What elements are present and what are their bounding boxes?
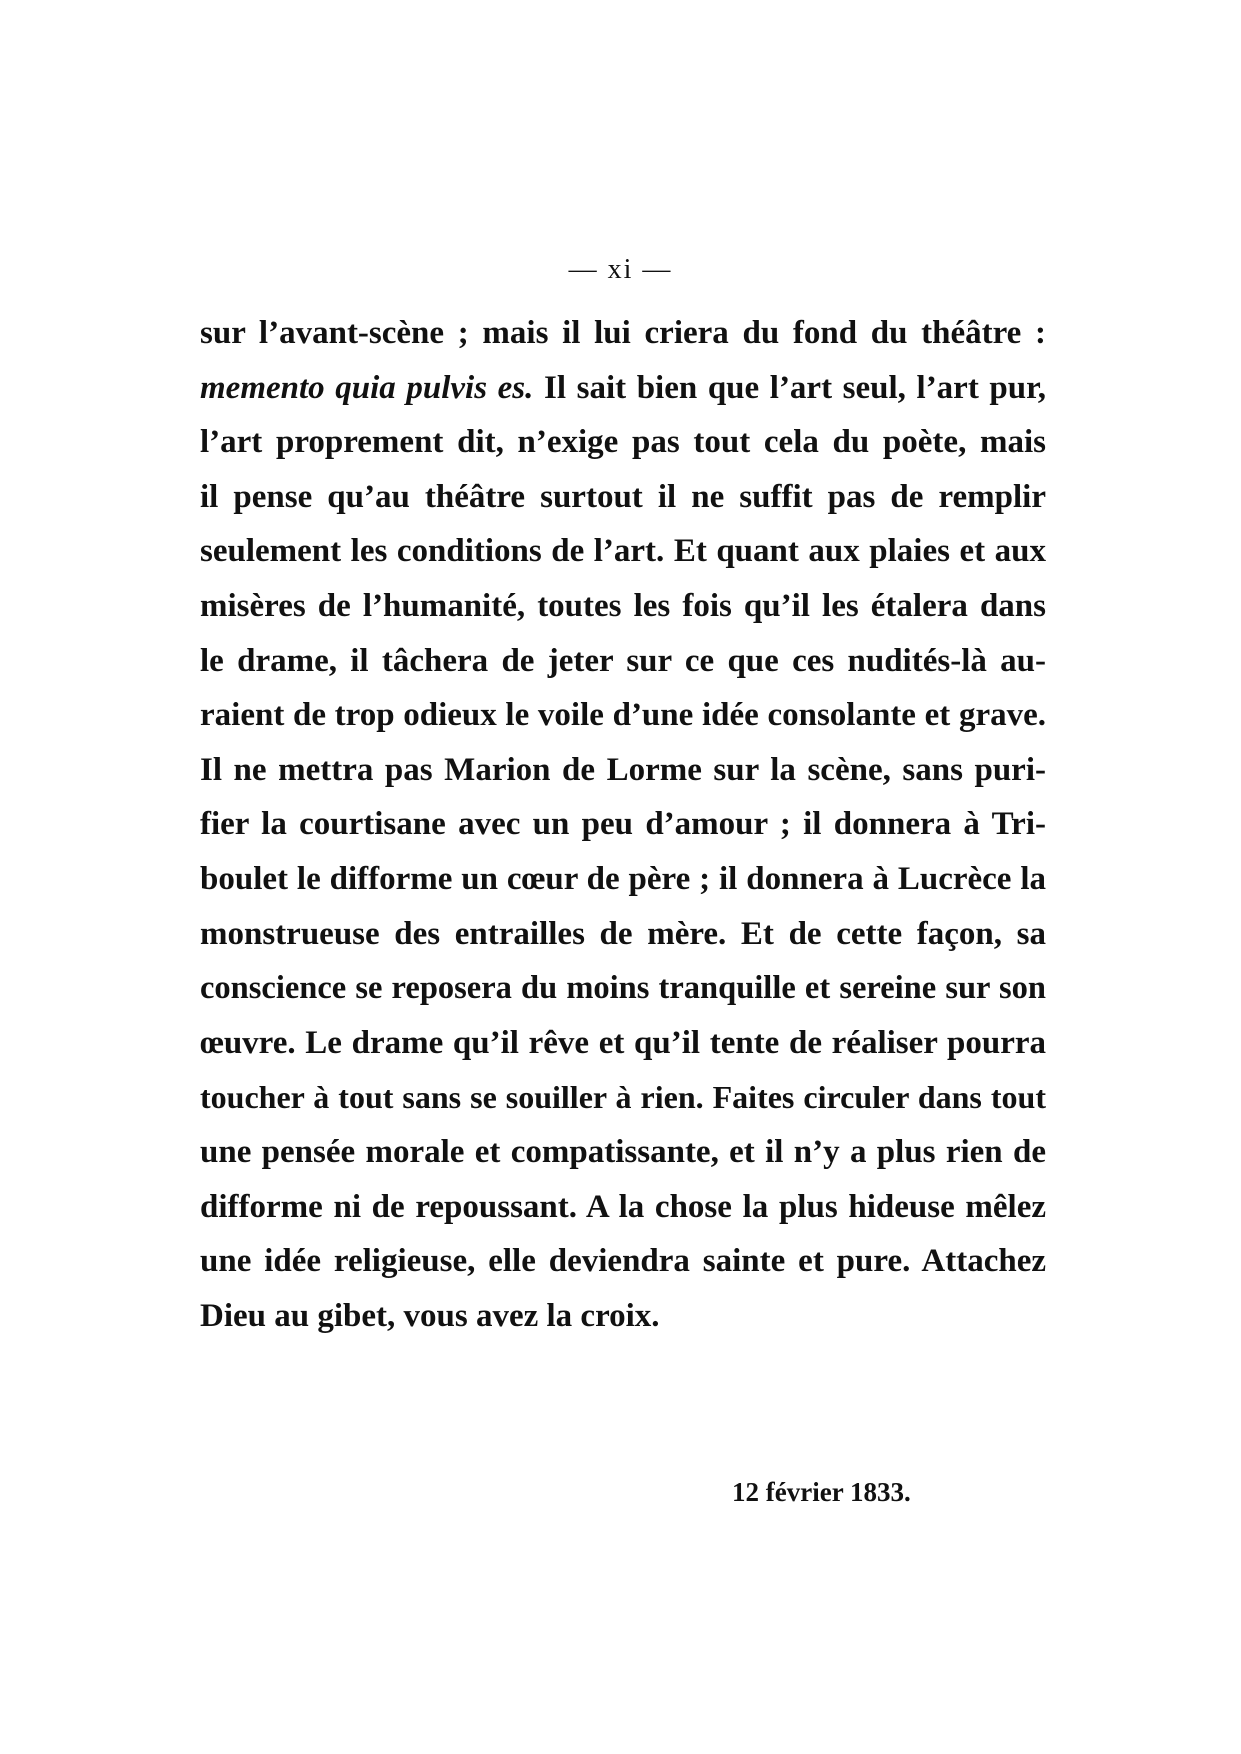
signature-date: 12 février 1833. bbox=[732, 1477, 911, 1507]
text-line: Il ne mettra pas Marion de Lorme sur la scène, sans puri- bbox=[200, 751, 1046, 788]
text-line: le drame, il tâchera de jeter sur ce que ces nudités-là au- bbox=[200, 642, 1046, 679]
text-line: une idée religieuse, elle deviendra sainte et pure. Attachez bbox=[200, 1243, 1046, 1280]
text-line: l’art proprement dit, n’exige pas tout cela du poète, mais bbox=[200, 424, 1046, 461]
latin-quote: memento quia pulvis es. bbox=[200, 369, 534, 406]
text-line: raient de trop odieux le voile d’une idée consolante et grave. bbox=[200, 697, 1046, 734]
text-line: fier la courtisane avec un peu d’amour ; il donnera à Tri- bbox=[200, 806, 1046, 843]
text-line: une pensée morale et compatissante, et il n’y a plus rien de bbox=[200, 1133, 1046, 1170]
text-line: memento quia pulvis es. Il sait bien que l’art seul, l’art pur, bbox=[200, 369, 1046, 406]
text-line: toucher à tout sans se souiller à rien. Faites circuler dans tout bbox=[200, 1079, 1046, 1116]
text-line: conscience se reposera du moins tranquille et sereine sur son bbox=[200, 970, 1046, 1007]
page-number-header: — xi — bbox=[568, 254, 673, 285]
text-line: seulement les conditions de l’art. Et quant aux plaies et aux bbox=[200, 533, 1046, 570]
body-paragraph bbox=[200, 306, 1046, 1343]
text-line: il pense qu’au théâtre surtout il ne suffit pas de remplir bbox=[200, 478, 1046, 515]
text-line: difforme ni de repoussant. A la chose la plus hideuse mêlez bbox=[200, 1188, 1046, 1225]
text-line: sur l’avant-scène ; mais il lui criera du fond du théâtre : bbox=[200, 315, 1046, 351]
text-line: boulet le difforme un cœur de père ; il donnera à Lucrèce la bbox=[200, 860, 1046, 897]
text-line: Dieu au gibet, vous avez la croix. bbox=[200, 1297, 660, 1334]
text-line: misères de l’humanité, toutes les fois qu’il les étalera dans bbox=[200, 587, 1046, 624]
text-line: monstrueuse des entrailles de mère. Et de cette façon, sa bbox=[200, 915, 1046, 952]
text-line: œuvre. Le drame qu’il rêve et qu’il tente de réaliser pourra bbox=[200, 1024, 1046, 1061]
